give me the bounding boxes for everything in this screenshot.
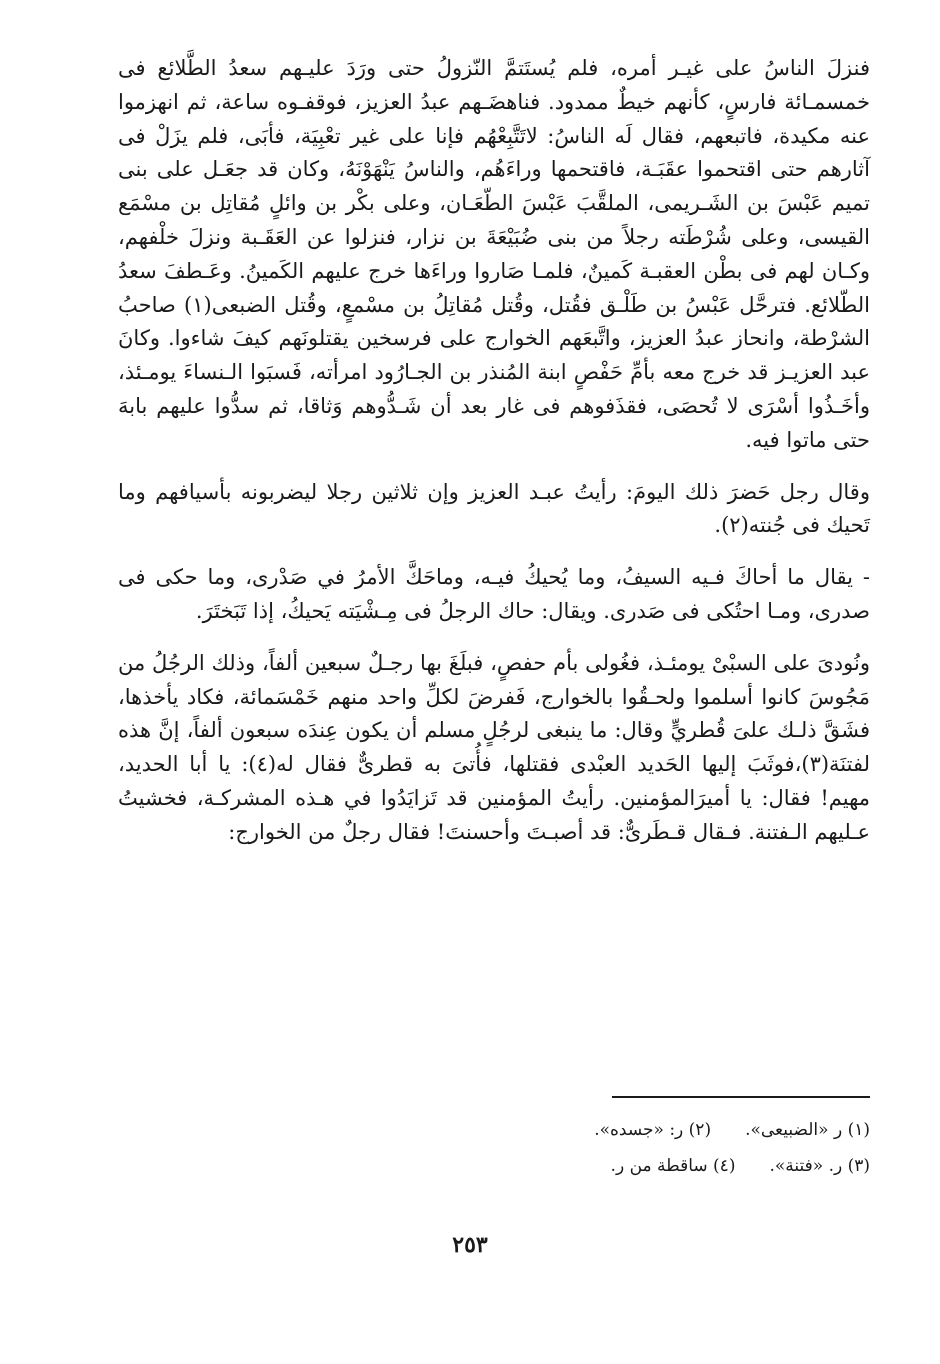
page-number: ٢٥٣ bbox=[452, 1232, 488, 1258]
paragraph: فنزلَ الناسُ على غيـر أمره، فلم يُستَتمَّ النّزولُ حتى ورَدَ عليـهم سعدُ الطَّلائع فى خمسمـائة فارسٍ، كأنهم خيطٌ ممدود. فناهضَـهم عبدُ العزيز، فوقفـوه ساعة، ثم انهزموا عنه مكيدة، فاتبعهم، فقال لَه الناسُ: لاتَتَّبِعْهُم فإنا على غير تعْبِيَة، فأبَى، فلم يزَلْ فى آثارهم حتى اقتحموا عقَبَـة، فاقتحمها وراءَهُم، والناسُ يَنْهَوْنَهُ، وكان قد جعَـل على بنى تميم عَبْسَ بن الشَـريمى، الملقَّبَ عَبْسَ الطّعَـان، وعلى بكْر بن وائلٍ مُقاتِل بن مسْمَع القيسى، وعلى شُرْطَته رجلاً من بنى ضُبَيْعَةَ بن نزار، فنزلوا عن العَقَـبة ونزلَ خلْفهم، وكـان لهم فى بطْن العقبـة كَمينٌ، فلمـا صَاروا وراءَها خرج عليهم الكَمينُ. وعَـطفَ سعدُ الطّلائع. فترحَّل عَبْسُ بن طَلْـق فقُتل، وقُتل مُقاتِلُ بن مسْمعٍ، وقُتل الضبعى(١) صاحبُ الشرْطة، وانحاز عبدُ العزيز، واتَّبعَهم الخوارج على فرسخين يقتلونَهم كيفَ شاءوا. وكانَ عبد العزيـز قد خرج معه بأمِّ حَفْصٍ ابنة المُنذر بن الجـارُود امرأته، فَسبَوا الـنساءَ يومـئذ، وأخَـذُوا أسْرَى لا تُحصَى، فقذَفوهم فى غار بعد أن شَـدُّوهم وَثاقا، ثم سدُّوا عليهم بابهَ حتى ماتوا فيه. bbox=[118, 56, 871, 452]
footnote-divider bbox=[612, 1096, 870, 1098]
footnote-3: (٣) ر. «فتنة». bbox=[769, 1156, 870, 1176]
footnote-4: (٤) ساقطة من ر. bbox=[610, 1156, 736, 1176]
footnote-1: (١) ر «الضبيعى». bbox=[745, 1120, 870, 1140]
footnote-2: (٢) ر: «جسده». bbox=[594, 1120, 712, 1140]
footnotes bbox=[380, 1112, 870, 1184]
footnote-row bbox=[380, 1112, 870, 1148]
footnote-row bbox=[380, 1148, 870, 1184]
paragraph: وقال رجل حَضرَ ذلك اليومَ: رأيتُ عبـد العزيز وإن ثلاثين رجلا ليضربونه بأسيافهم وما تَحيك فى جُنته(٢). bbox=[118, 479, 870, 538]
main-text bbox=[118, 52, 870, 850]
paragraph: - يقال ما أحاكَ فـيه السيفُ، وما يُحيكُ فيـه، وماحَكَّ الأمرُ في صَدْرى، وما حكى فى صدرى، ومـا احتُكى فى صَدرى. ويقال: حاك الرجلُ فى مِـشْيَته يَحيكُ، إذا تَبَختَرَ. bbox=[118, 565, 870, 623]
paragraph: ونُودىَ على السبْىْ يومئـذ، فغُولى بأم حفصٍ، فبلَغَ بها رجـلٌ سبعين ألفاً، وذلك الرجُلُ من مَجُوسَ كانوا أسلموا ولحـقُوا بالخوارج، فَفرضَ لكلِّ واحد منهم خَمْسَمائة، فكاد يأخذها، فشَقَّ ذلـك علىَ قُطريٍّ وقال: ما ينبغى لرجُلٍ مسلم أن يكون عِندَه سبعون ألفاً، إنَّ هذه لفتنَة(٣)،فوثَبَ إليها الحَديد العبْدى فقتلها، فأُتىَ به قطرىٌّ فقال له(٤): يا أبا الحديد، مهيم! فقال: يا أميرَالمؤمنين. رأيتُ المؤمنين قد تَزايَدُوا في هـذه المشركـة، فخشيتُ عـليهم الـفتنة. فـقال قـطَرىٌّ: قد أصبـتَ وأحسنتَ! فقال رجلٌ من الخوارج: bbox=[118, 650, 871, 844]
